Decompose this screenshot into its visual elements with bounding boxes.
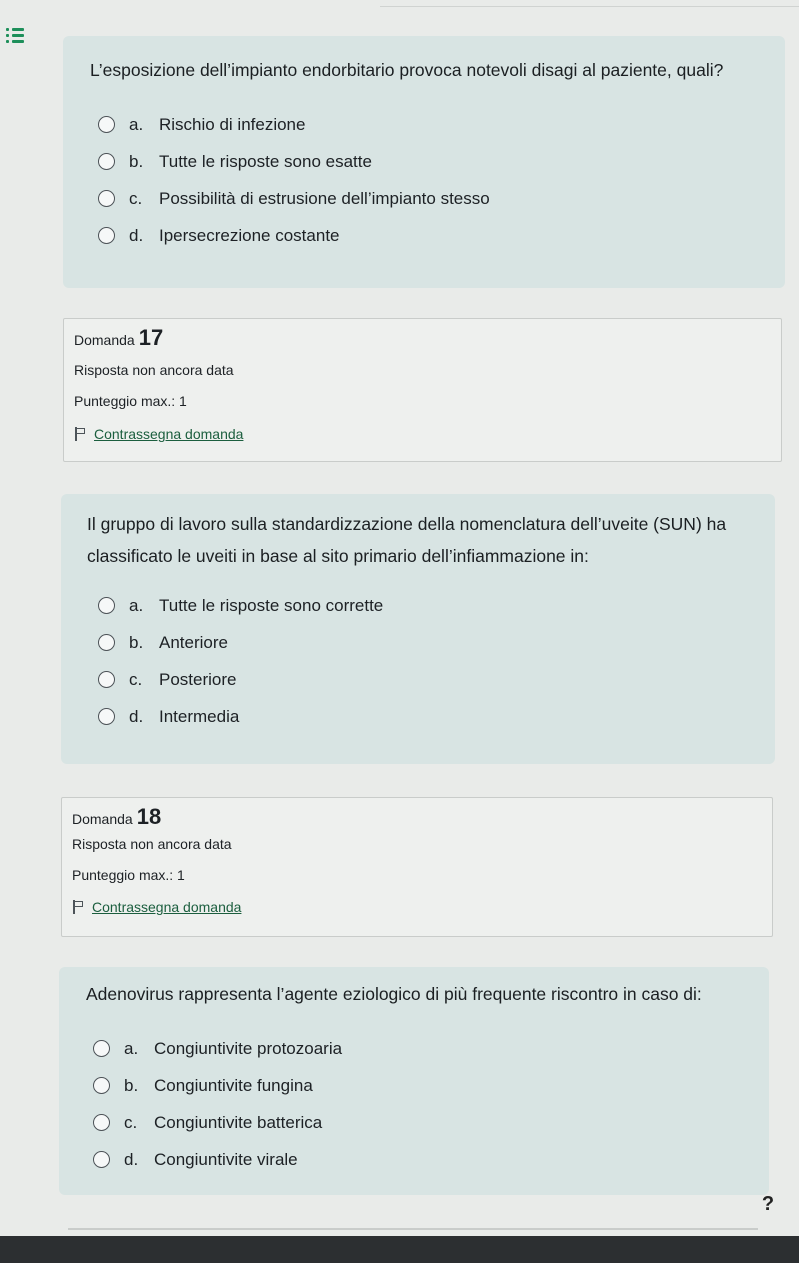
radio-button[interactable] — [98, 116, 115, 133]
answer-option-c[interactable]: c. Posteriore — [98, 661, 383, 698]
screen-bottom-bezel — [0, 1236, 799, 1263]
question-number: Domanda 18 — [72, 804, 162, 829]
help-button[interactable]: ? — [761, 1192, 775, 1215]
answer-list — [98, 587, 383, 735]
answer-option-b[interactable]: b. Tutte le risposte sono esatte — [98, 143, 490, 180]
flag-icon — [72, 900, 84, 914]
radio-button[interactable] — [98, 597, 115, 614]
flag-question[interactable]: Contrassegna domanda — [72, 899, 241, 915]
radio-button[interactable] — [98, 227, 115, 244]
radio-button[interactable] — [93, 1077, 110, 1094]
max-score: Punteggio max.: 1 — [74, 393, 187, 409]
answer-option-b[interactable]: b. Anteriore — [98, 624, 383, 661]
radio-button[interactable] — [98, 634, 115, 651]
list-menu-icon[interactable] — [6, 28, 24, 44]
bottom-divider — [68, 1228, 758, 1230]
answer-option-a[interactable]: a. Rischio di infezione — [98, 106, 490, 143]
question-text: Adenovirus rappresenta l’agente eziologico di più frequente riscontro in caso di: — [86, 984, 702, 1004]
radio-button[interactable] — [98, 153, 115, 170]
radio-button[interactable] — [98, 190, 115, 207]
radio-button[interactable] — [93, 1040, 110, 1057]
radio-button[interactable] — [93, 1114, 110, 1131]
question-info-17 — [63, 318, 782, 462]
answer-option-a[interactable]: a. Congiuntivite protozoaria — [93, 1030, 342, 1067]
radio-button[interactable] — [98, 671, 115, 688]
answer-status: Risposta non ancora data — [72, 836, 232, 852]
answer-status: Risposta non ancora data — [74, 362, 234, 378]
answer-list — [93, 1030, 342, 1178]
answer-option-d[interactable]: d. Ipersecrezione costante — [98, 217, 490, 254]
question-info-18 — [61, 797, 773, 937]
radio-button[interactable] — [93, 1151, 110, 1168]
answer-option-d[interactable]: d. Intermedia — [98, 698, 383, 735]
question-text: Il gruppo di lavoro sulla standardizzazione della nomenclatura dell’uveite (SUN) ha classificato le uveiti in base al sito primario dell’infiammazione in: — [87, 514, 727, 566]
flag-icon — [74, 427, 86, 441]
radio-button[interactable] — [98, 708, 115, 725]
answer-option-b[interactable]: b. Congiuntivite fungina — [93, 1067, 342, 1104]
answer-option-c[interactable]: c. Congiuntivite batterica — [93, 1104, 342, 1141]
top-divider — [380, 6, 799, 7]
answer-list — [98, 106, 490, 254]
question-text: L’esposizione dell’impianto endorbitario provoca notevoli disagi al paziente, quali? — [90, 60, 724, 80]
answer-option-a[interactable]: a. Tutte le risposte sono corrette — [98, 587, 383, 624]
max-score: Punteggio max.: 1 — [72, 867, 185, 883]
question-number: Domanda 17 — [74, 325, 164, 350]
answer-option-d[interactable]: d. Congiuntivite virale — [93, 1141, 342, 1178]
answer-option-c[interactable]: c. Possibilità di estrusione dell’impianto stesso — [98, 180, 490, 217]
flag-question[interactable]: Contrassegna domanda — [74, 426, 243, 442]
